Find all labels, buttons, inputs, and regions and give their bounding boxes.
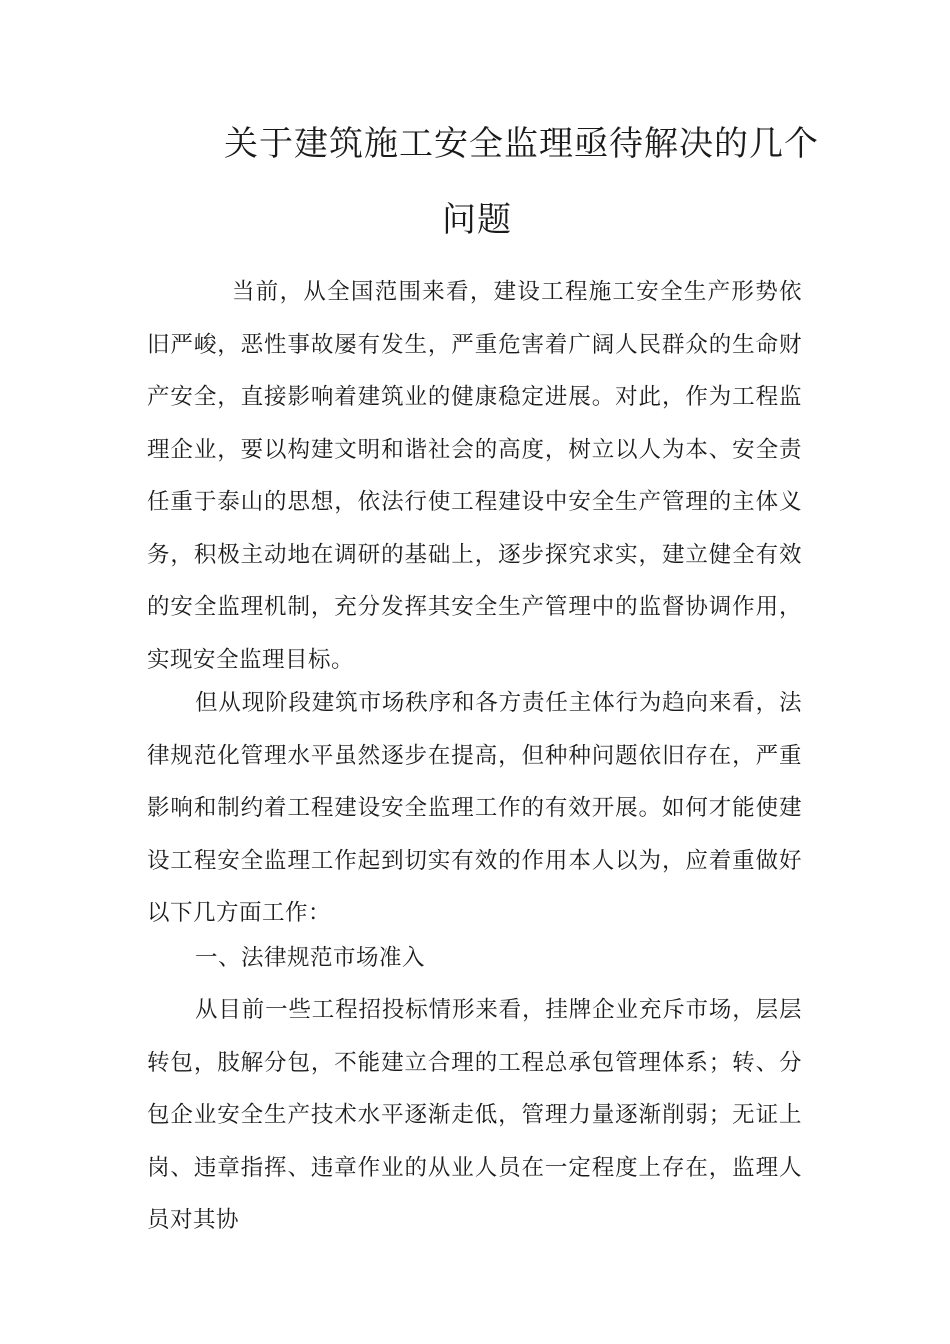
paragraph-current-situation: 但从现阶段建筑市场秩序和各方责任主体行为趋向来看，法律规范化管理水平虽然逐步在提高，但种种问题依旧存在，严重影响和制约着工程建设安全监理工作的有效开展。如何才能使建设工程安全监理工作起到切实有效的作用本人以为，应着重做好以下几方面工作：: [147, 690, 802, 926]
paragraph-intro: 当前，从全国范围来看，建设工程施工安全生产形势依旧严峻，恶性事故屡有发生，严重危害着广阔人民群众的生命财产安全，直接影响着建筑业的健康稳定进展。对此，作为工程监理企业，要以构建文明和谐社会的高度，树立以人为本、安全责任重于泰山的思想，依法行使工程建设中安全生产管理的主体义务，积极主动地在调研的基础上，逐步探究求实，建立健全有效的安全监理机制，充分发挥其安全生产管理中的监督协调作用，实现安全监理目标。: [147, 279, 802, 673]
document-title-line-2: 问题: [442, 200, 512, 240]
document-title-line-1: 关于建筑施工安全监理亟待解决的几个: [224, 124, 819, 164]
section-heading: 一、法律规范市场准入: [195, 945, 426, 971]
paragraph-market-access: 从目前一些工程招投标情形来看，挂牌企业充斥市场，层层转包，肢解分包，不能建立合理的工程总承包管理体系；转、分包企业安全生产技术水平逐渐走低，管理力量逐渐削弱；无证上岗、违章指挥、违章作业的从业人员在一定程度上存在，监理人员对其协: [147, 997, 802, 1233]
